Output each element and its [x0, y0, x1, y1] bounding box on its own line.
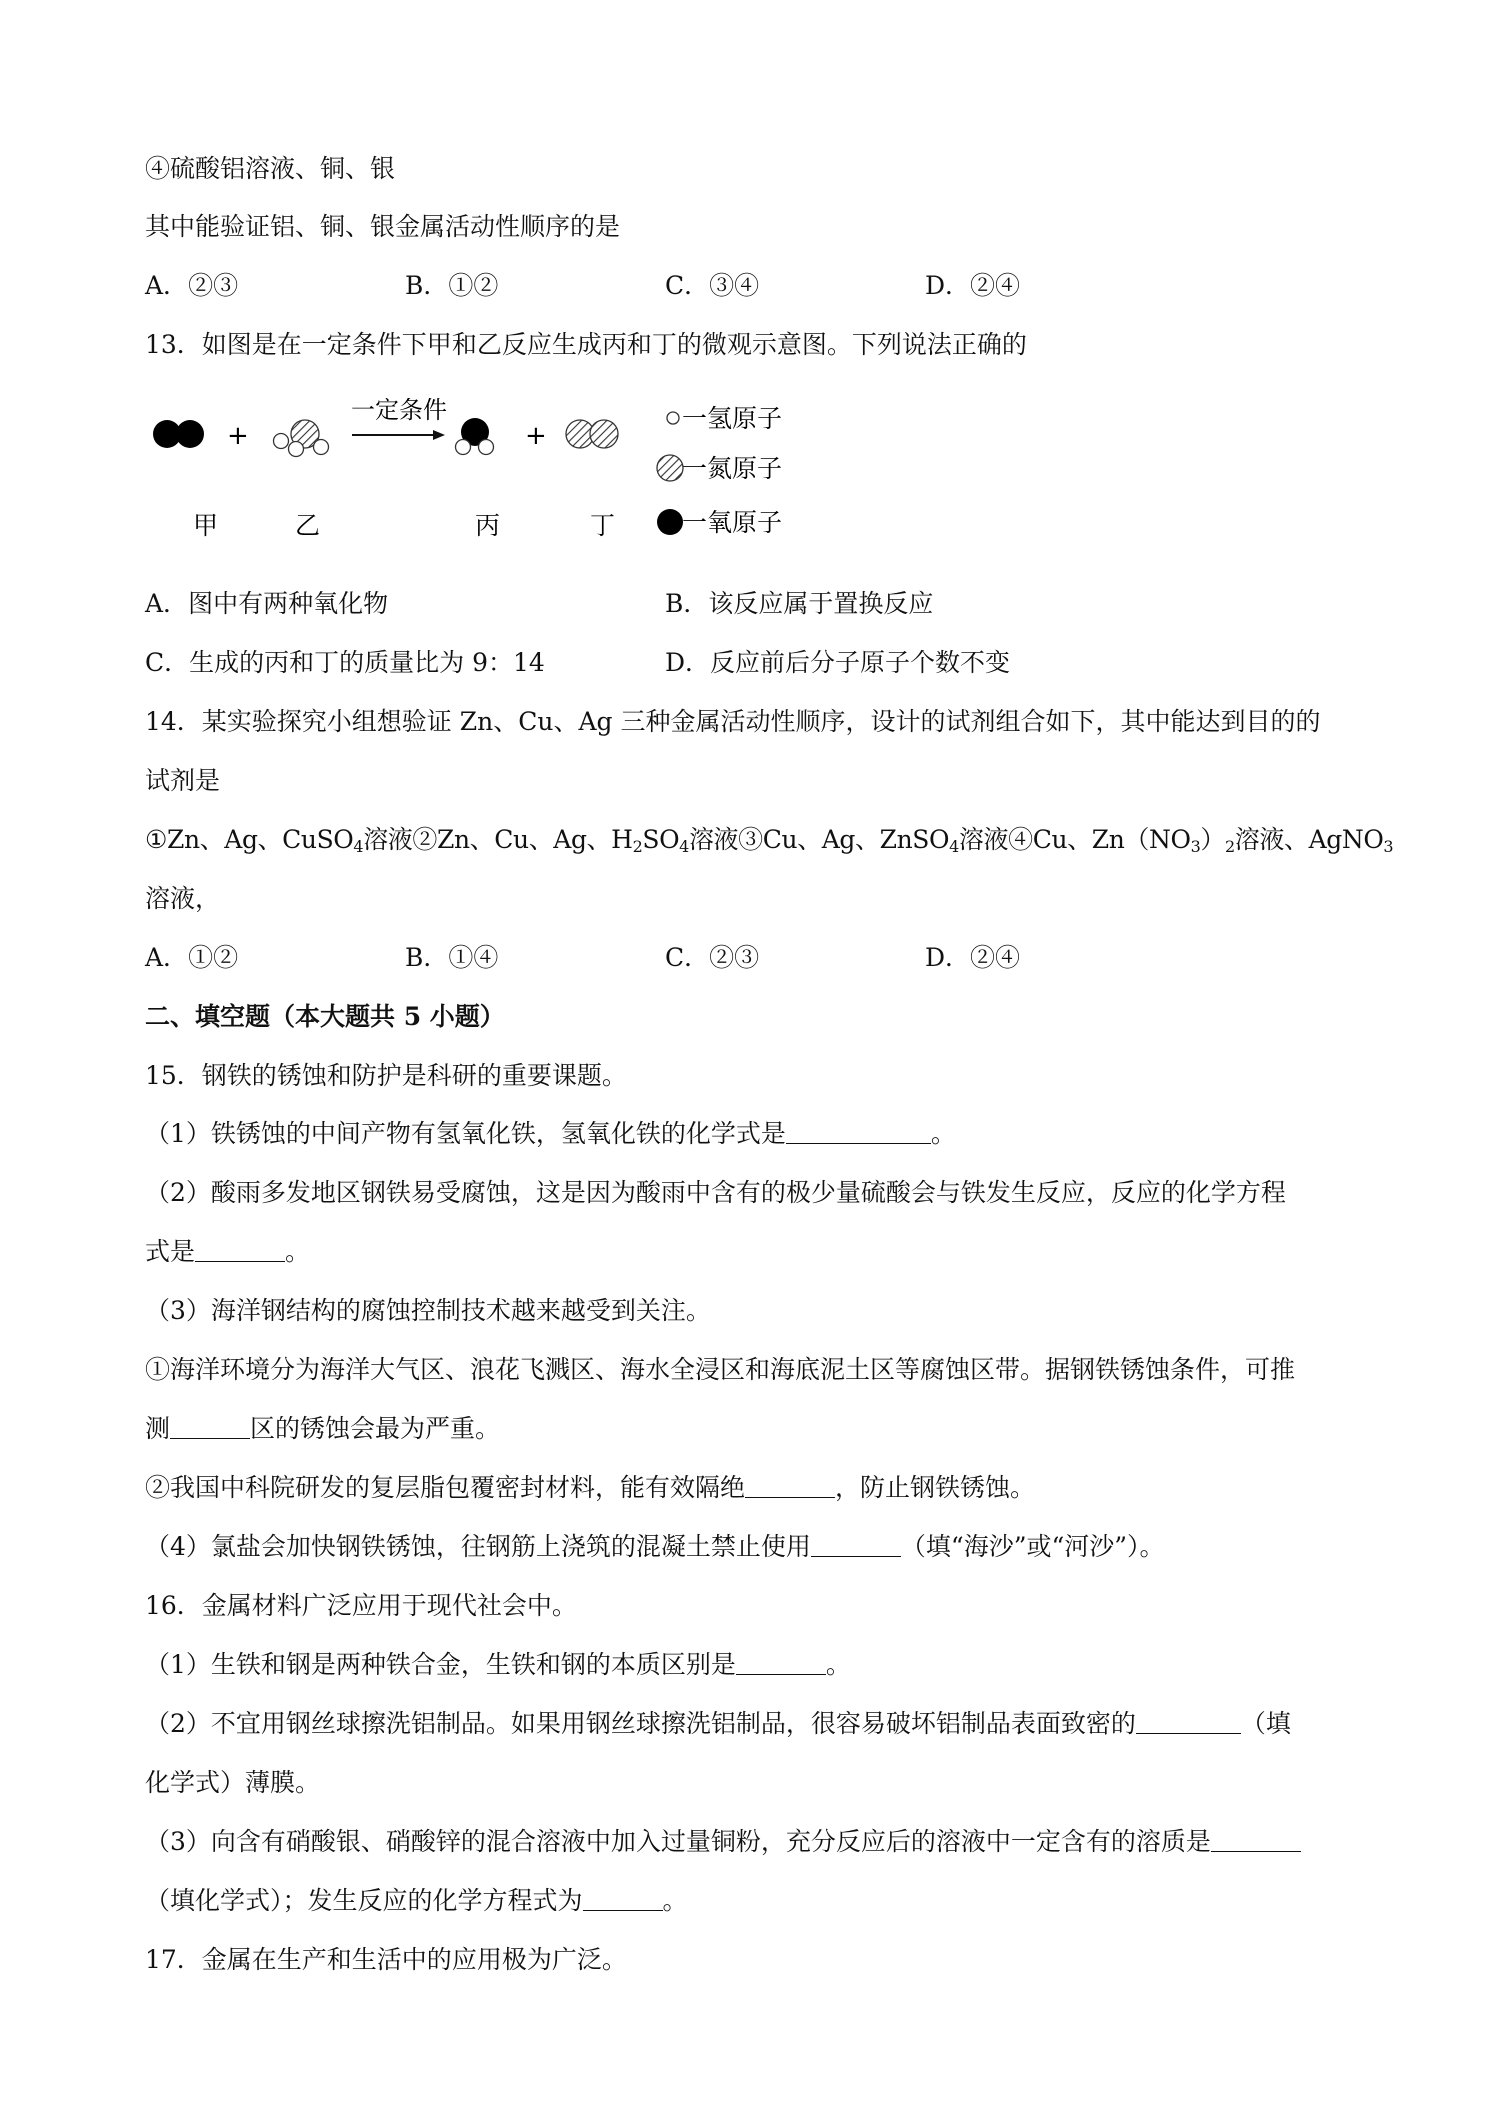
- molecule-bing-h2o: [456, 418, 494, 455]
- q15-part-2-line-1: （2）酸雨多发地区钢铁易受腐蚀，这是因为酸雨中含有的极少量硫酸会与铁发生反应，反应的化学方程: [145, 1178, 1286, 1207]
- q15-part-3: （3）海洋钢结构的腐蚀控制技术越来越受到关注。: [145, 1296, 711, 1325]
- hydrogen-atom-icon: [667, 412, 679, 424]
- diagram-legend: [657, 404, 782, 537]
- q15-part-1: （1）铁锈蚀的中间产物有氢氧化铁，氢氧化铁的化学式是 。: [145, 1119, 956, 1148]
- q14-stem-line-1: 14．某实验探究小组想验证 Zn、Cu、Ag 三种金属活动性顺序，设计的试剂组合如下，其中能达到目的的: [145, 707, 1321, 736]
- label-yi: 乙: [295, 511, 321, 540]
- plus-sign-2: +: [525, 421, 547, 451]
- oxygen-atom-icon: [657, 509, 683, 535]
- q14-option-a[interactable]: A．①②: [145, 943, 239, 972]
- q14-stem-line-2: 试剂是: [145, 766, 221, 795]
- nitrogen-atom-icon: [657, 455, 683, 481]
- label-jia: 甲: [193, 511, 219, 540]
- answer-blank[interactable]: [1136, 1711, 1241, 1734]
- molecule-jia-o2: [153, 420, 204, 448]
- label-bing: 丙: [475, 511, 501, 540]
- q13-option-c[interactable]: C．生成的丙和丁的质量比为 9：14: [145, 648, 545, 677]
- reaction-condition: 一定条件: [351, 398, 447, 424]
- answer-blank[interactable]: [583, 1888, 663, 1911]
- q17-stem: 17．金属在生产和生活中的应用极为广泛。: [145, 1945, 627, 1974]
- answer-blank[interactable]: [1211, 1829, 1301, 1852]
- section-heading: 二、填空题（本大题共 5 小题）: [145, 1002, 505, 1031]
- answer-blank[interactable]: [745, 1475, 835, 1498]
- q16-stem: 16．金属材料广泛应用于现代社会中。: [145, 1591, 577, 1620]
- q16-part-2-line-2: 化学式）薄膜。: [145, 1768, 321, 1797]
- q16-part-2-line-1: （2）不宜用钢丝球擦洗铝制品。如果用钢丝球擦洗铝制品，很容易破坏铝制品表面致密的 （填: [145, 1709, 1291, 1738]
- plus-sign-1: +: [227, 421, 249, 451]
- legend-hydrogen-label: 一氢原子: [682, 404, 783, 433]
- q12-option-a[interactable]: A．②③: [145, 271, 239, 300]
- q15-part-4: （4）氯盐会加快钢铁锈蚀，往钢筋上浇筑的混凝土禁止使用 （填“海沙”或“河沙”）。: [145, 1532, 1165, 1561]
- q15-part-3-1-line-1: ①海洋环境分为海洋大气区、浪花飞溅区、海水全浸区和海底泥土区等腐蚀区带。据钢铁锈蚀条件，可推: [145, 1355, 1296, 1384]
- q16-part-3-line-2: （填化学式）；发生反应的化学方程式为 。: [145, 1886, 688, 1915]
- q14-option-b[interactable]: B．①④: [405, 943, 499, 972]
- q14-option-d[interactable]: D．②④: [925, 943, 1021, 972]
- reaction-arrow: [351, 398, 447, 440]
- q13-option-a[interactable]: A．图中有两种氧化物: [145, 589, 389, 618]
- q16-part-3-line-1: （3）向含有硝酸银、硝酸锌的混合溶液中加入过量铜粉，充分反应后的溶液中一定含有的溶质是: [145, 1825, 1301, 1859]
- q14-reagents-line-2: 溶液，: [145, 884, 221, 913]
- q15-part-3-2: ②我国中科院研发的复层脂包覆密封材料，能有效隔绝 ，防止钢铁锈蚀。: [145, 1473, 1036, 1502]
- molecule-yi-nh3: [274, 420, 329, 457]
- reaction-micro-diagram: [145, 398, 845, 558]
- answer-blank[interactable]: [736, 1652, 826, 1675]
- q13-option-b[interactable]: B．该反应属于置换反应: [665, 589, 934, 618]
- answer-blank[interactable]: [786, 1121, 931, 1144]
- answer-blank[interactable]: [811, 1534, 901, 1557]
- q15-stem: 15．钢铁的锈蚀和防护是科研的重要课题。: [145, 1061, 627, 1090]
- legend-oxygen-label: 一氧原子: [682, 508, 783, 537]
- molecule-ding-n2: [566, 420, 618, 448]
- q12-option-d[interactable]: D．②④: [925, 271, 1021, 300]
- q14-reagents-line: ①Zn、Ag、CuSO$_4$溶液②Zn、Cu、Ag、$H_2SO_4$溶液③Cu、Ag、ZnSO$_4$溶液④Cu、$Zn(NO_3)_2$溶液、AgNO$_3$: [145, 825, 1394, 856]
- label-ding: 丁: [590, 511, 616, 540]
- q15-part-2-line-2: 式是 。: [145, 1237, 311, 1266]
- q15-part-3-1-line-2: 测 区的锈蚀会最为严重。: [145, 1414, 501, 1443]
- q14-option-c[interactable]: C．②③: [665, 943, 760, 972]
- q13-stem: 13．如图是在一定条件下甲和乙反应生成丙和丁的微观示意图。下列说法正确的: [145, 330, 1027, 359]
- q12-option-c[interactable]: C．③④: [665, 271, 760, 300]
- q13-option-d[interactable]: D．反应前后分子原子个数不变: [665, 648, 1011, 677]
- q12-option-b[interactable]: B．①②: [405, 271, 499, 300]
- q12-option-4-line: ④硫酸铝溶液、铜、银: [145, 154, 396, 183]
- answer-blank[interactable]: [195, 1239, 285, 1262]
- answer-blank[interactable]: [170, 1416, 250, 1439]
- q16-part-1: （1）生铁和钢是两种铁合金，生铁和钢的本质区别是 。: [145, 1650, 851, 1679]
- q12-stem-end: 其中能验证铝、铜、银金属活动性顺序的是: [145, 212, 621, 241]
- legend-nitrogen-label: 一氮原子: [682, 454, 783, 483]
